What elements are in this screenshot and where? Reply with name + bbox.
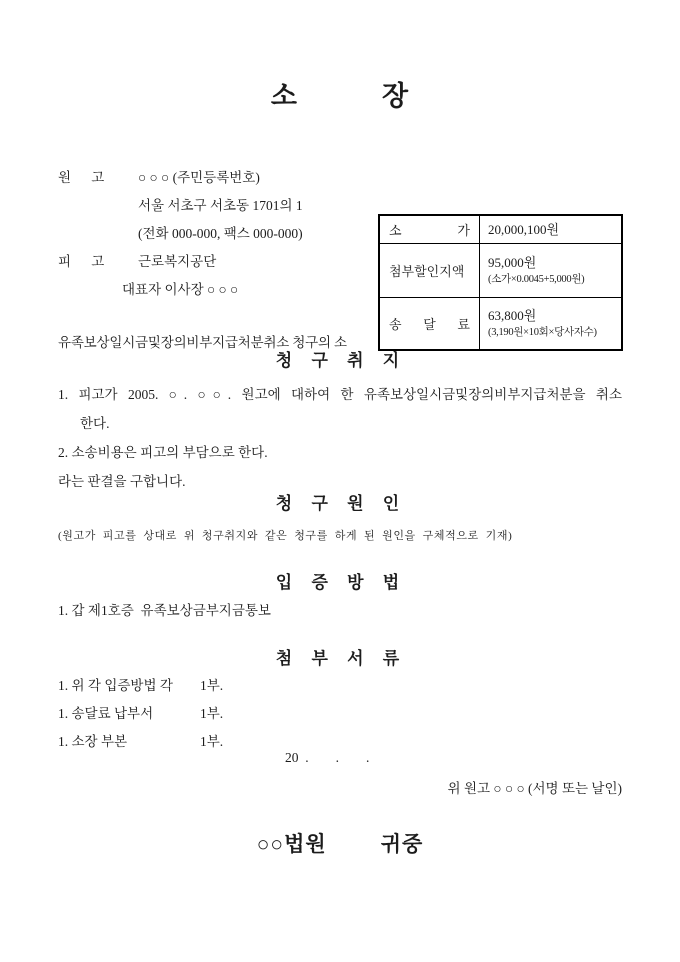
fee-amount: 20,000,100원 <box>488 221 560 237</box>
addressed-court-line <box>0 828 680 858</box>
evidence-heading: 입 증 방 법 <box>275 573 405 592</box>
attachment-count: 1부. <box>200 678 224 693</box>
claim-heading: 청 구 취 지 <box>275 351 405 370</box>
fee-value-stamp <box>480 244 621 297</box>
claim-body <box>58 380 622 496</box>
fee-label-service-fee: 송 달 료 <box>380 298 480 349</box>
attachment-count: 1부. <box>200 706 224 721</box>
fee-table-row-service-fee <box>380 297 621 349</box>
date-line: 20 . . . <box>285 750 370 765</box>
parties-block <box>58 164 303 304</box>
court-honorific: 귀중 <box>380 832 424 856</box>
cause-heading: 청 구 원 인 <box>275 494 405 513</box>
claim-item-2: 2. 소송비용은 피고의 부담으로 한다. <box>58 445 268 460</box>
attachment-count: 1부. <box>200 734 224 749</box>
cause-instruction-note: (원고가 피고를 상대로 위 청구취지와 같은 청구를 하게 된 원인을 구체적으로 기재) <box>58 530 513 542</box>
claim-closing: 라는 판결을 구합니다. <box>58 474 186 489</box>
fee-table-row-value-of-suit <box>380 216 621 243</box>
fee-label-value-of-suit: 소 가 <box>380 216 480 243</box>
plaintiff-name: ○ ○ ○ (주민등록번호) <box>138 170 260 185</box>
claim-item-1-line-1: 1. 피고가 2005. ○. ○○. 원고에 대하여 한 유족보상일시금및장의비부지급처분을 취소 <box>58 387 622 402</box>
claim-item-1-line-2: 한다. <box>80 416 110 431</box>
document-title-left-char: 소 <box>270 81 298 111</box>
document-title-right-char: 장 <box>382 81 410 111</box>
document-title <box>0 74 680 113</box>
fee-note: (소가×0.0045+5,000원) <box>488 273 585 285</box>
fee-value-value-of-suit <box>480 216 621 243</box>
fee-value-service-fee <box>480 298 621 349</box>
defendant-row <box>58 248 303 276</box>
attachments-list <box>58 672 223 756</box>
plaintiff-address: 서울 서초구 서초동 1701의 1 <box>138 198 303 213</box>
attachment-name: 1. 위 각 입증방법 각 <box>58 678 173 693</box>
plaintiff-label: 원 고 <box>58 170 105 185</box>
attachments-heading: 첨 부 서 류 <box>275 649 405 668</box>
attachment-item <box>58 728 223 756</box>
fee-amount: 95,000원 <box>488 255 537 271</box>
evidence-item-1: 1. 갑 제1호증 유족보상금부지금통보 <box>58 603 271 618</box>
defendant-representative: 대표자 이사장 ○ ○ ○ <box>122 282 239 297</box>
fee-label-stamp: 첨부할인지액 <box>380 244 480 297</box>
defendant-label: 피 고 <box>58 254 105 269</box>
court-fee-table <box>378 214 623 351</box>
attachment-item <box>58 672 223 700</box>
defendant-name: 근로복지공단 <box>138 254 217 269</box>
case-title-line: 유족보상일시금및장의비부지급처분취소 청구의 소 <box>58 335 347 350</box>
attachment-name: 1. 소장 부본 <box>58 734 128 749</box>
plaintiff-phone: (전화 000-000, 팩스 000-000) <box>138 226 303 241</box>
fee-amount: 63,800원 <box>488 308 537 324</box>
fee-table-row-stamp <box>380 243 621 297</box>
court-name: ○○법원 <box>256 832 327 856</box>
plaintiff-row <box>58 164 303 192</box>
fee-note: (3,190원×10회×당사자수) <box>488 326 597 338</box>
plaintiff-signature-line: 위 원고 ○ ○ ○ (서명 또는 날인) <box>447 781 622 796</box>
attachment-name: 1. 송달료 납부서 <box>58 706 154 721</box>
attachment-item <box>58 700 223 728</box>
